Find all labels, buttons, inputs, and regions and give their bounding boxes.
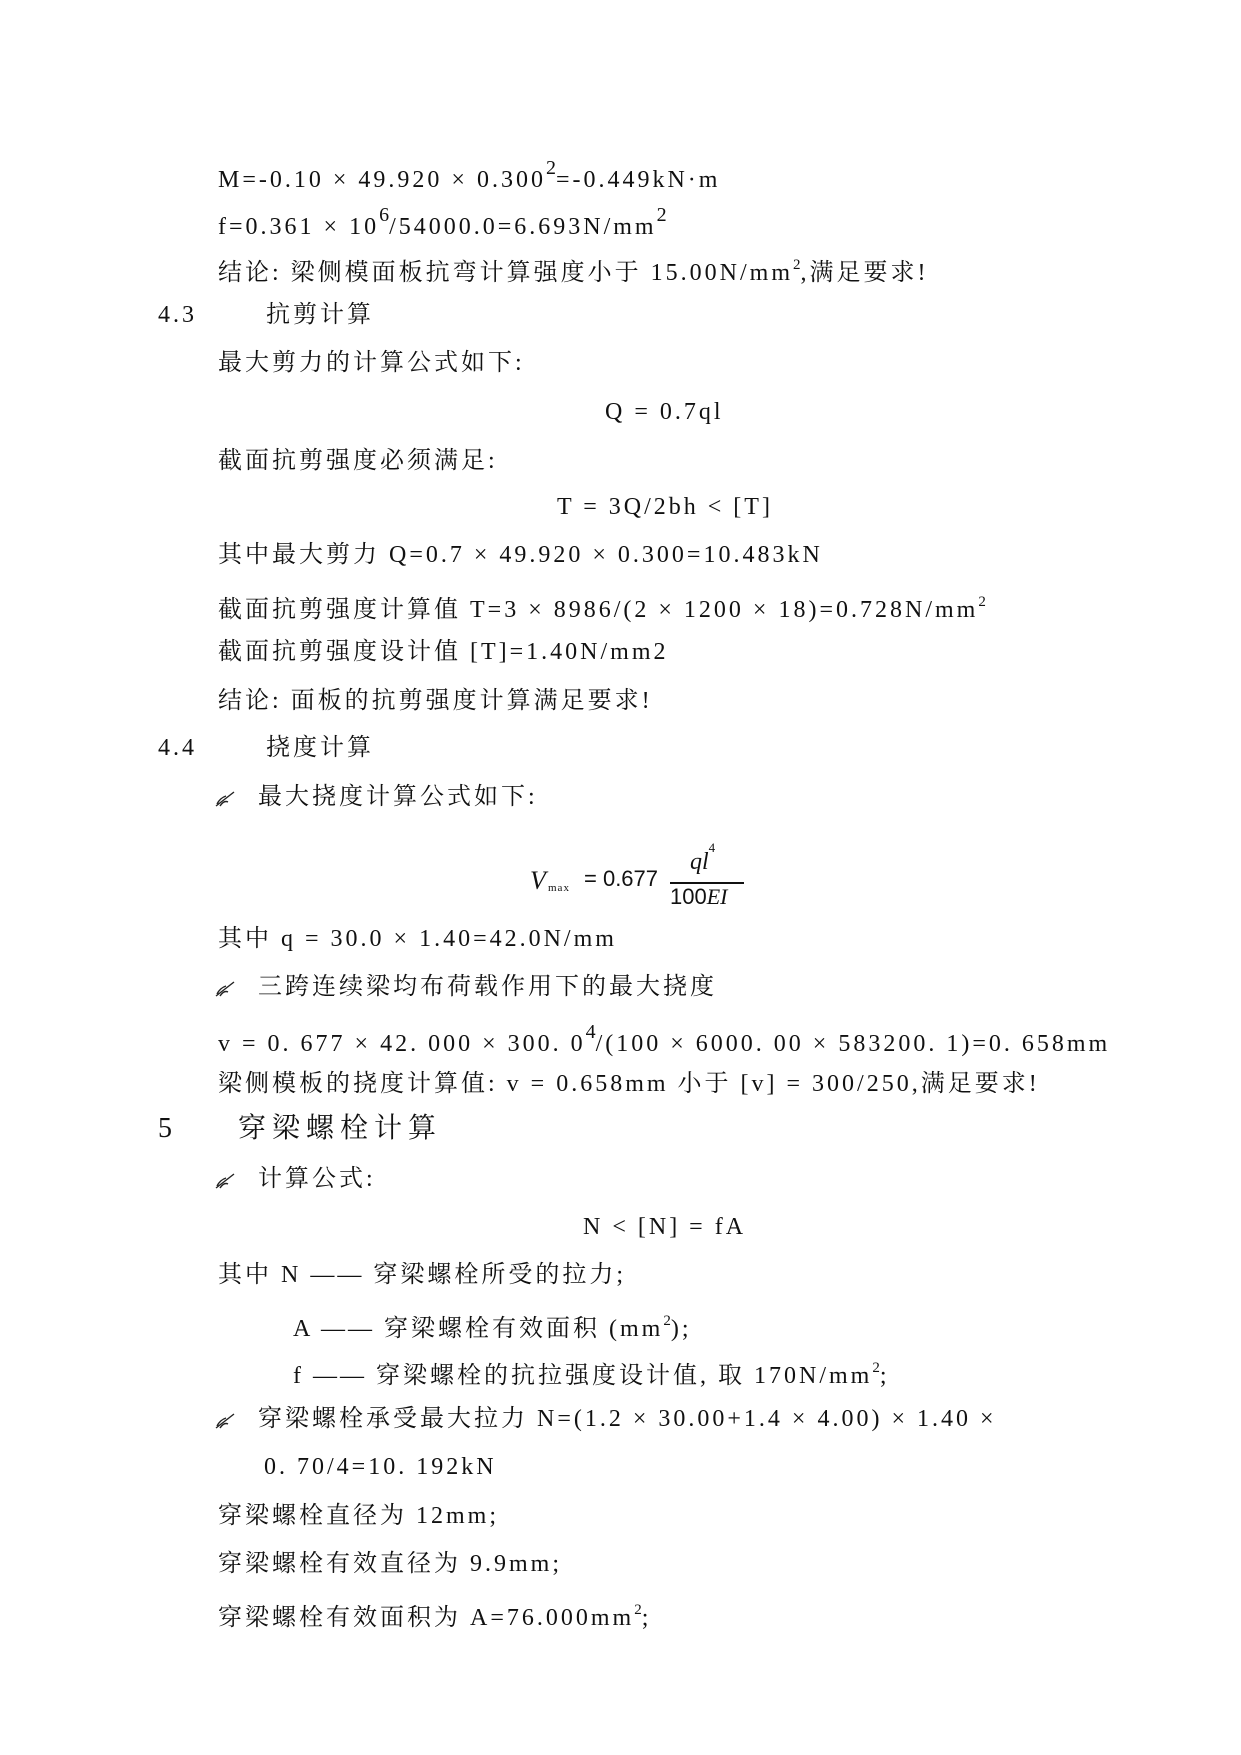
load-q-line: 其中 q = 30.0 × 1.40=42.0N/mm (218, 926, 617, 952)
formula-numerator: $ql^4$ (690, 840, 716, 875)
section-heading-4-3 (158, 300, 374, 330)
three-span-deflection-intro: 三跨连续梁均布荷载作用下的最大挠度 (214, 972, 717, 1002)
deflection-calc-line: v = 0. 677 × 42. 000 × 300. $0^4/(100 \times 6000$. 00 × 583200. 1)=0. 658mm (218, 1021, 1111, 1057)
shear-formula-intro: 最大剪力的计算公式如下: (218, 350, 525, 376)
max-shear-line: 其中最大剪力 Q=0.7 × 49.920 × 0.300=10.483kN (218, 542, 823, 568)
bolt-formula-intro: 计算公式: (214, 1164, 376, 1194)
section-heading-4-4 (158, 733, 374, 763)
writing-hand-icon (214, 788, 236, 808)
formula-denominator: 100EI (670, 884, 728, 909)
stress-calc-line: $f=0.361 \times 10^6/54000.0=6.693N/mm^2$ (218, 204, 667, 240)
section-title: 抗剪计算 (266, 302, 374, 328)
bolt-tension-line: 穿梁螺栓承受最大拉力 N=(1.2 × 30.00+1.4 × 4.00) × 1.40 × (214, 1404, 997, 1434)
deflection-formula (530, 840, 750, 914)
deflection-conclusion: 梁侧模板的挠度计算值: v = 0.658mm 小于 [v] = 300/250,满足要求! (218, 1071, 1040, 1097)
section-title: 挠度计算 (266, 735, 374, 761)
bolt-definition-a: A —— 穿梁螺栓有效面积 $(mm^2)$; (293, 1313, 692, 1342)
shear-strength-formula: T = 3Q/2bh < [T] (557, 494, 773, 520)
writing-hand-icon (214, 1170, 236, 1190)
formula-v-subscript: max (548, 882, 570, 894)
formula-coefficient: = 0.677 (584, 866, 659, 891)
formula-v: V (530, 866, 546, 895)
bolt-effective-diameter: 穿梁螺栓有效直径为 9.9mm; (218, 1551, 563, 1577)
moment-calc-line: $M=-0.10 \times 49.920 \times 0.300^2=-0.449kN\cdot m$ (218, 157, 721, 193)
bolt-formula: N < [N] = fA (583, 1214, 747, 1240)
section-number: 5 (158, 1113, 178, 1144)
section-heading-5 (158, 1113, 443, 1144)
writing-hand-icon (214, 978, 236, 998)
bolt-definition-n: 其中 N —— 穿梁螺栓所受的拉力; (218, 1262, 626, 1288)
bolt-diameter: 穿梁螺栓直径为 12mm; (218, 1503, 500, 1529)
shear-strength-intro: 截面抗剪强度必须满足: (218, 448, 498, 474)
shear-calc-value: 截面抗剪强度计算值 $T=3 \times 8986/(2 \times 1200 \times 18)=0.728N/mm^2$ (218, 594, 986, 623)
section-number: 4.4 (158, 735, 197, 761)
deflection-formula-intro: 最大挠度计算公式如下: (214, 782, 538, 812)
section-title: 穿梁螺栓计算 (238, 1113, 443, 1144)
bending-conclusion: 结论: 梁侧模面板抗弯计算强度小于 $15.00N/mm^2$,满足要求! (218, 257, 929, 286)
shear-formula: Q = 0.7ql (605, 399, 724, 425)
bolt-effective-area: 穿梁螺栓有效面积为 $A=76.000mm^2$; (218, 1602, 652, 1631)
bolt-tension-result: 0. 70/4=10. 192kN (264, 1454, 497, 1480)
shear-design-value: 截面抗剪强度设计值 [T]=1.40N/mm2 (218, 639, 669, 665)
writing-hand-icon (214, 1410, 236, 1430)
section-number: 4.3 (158, 302, 197, 328)
shear-conclusion: 结论: 面板的抗剪强度计算满足要求! (218, 688, 653, 714)
bolt-definition-f: f —— 穿梁螺栓的抗拉强度设计值, 取 $170N/mm^2$; (293, 1360, 890, 1389)
